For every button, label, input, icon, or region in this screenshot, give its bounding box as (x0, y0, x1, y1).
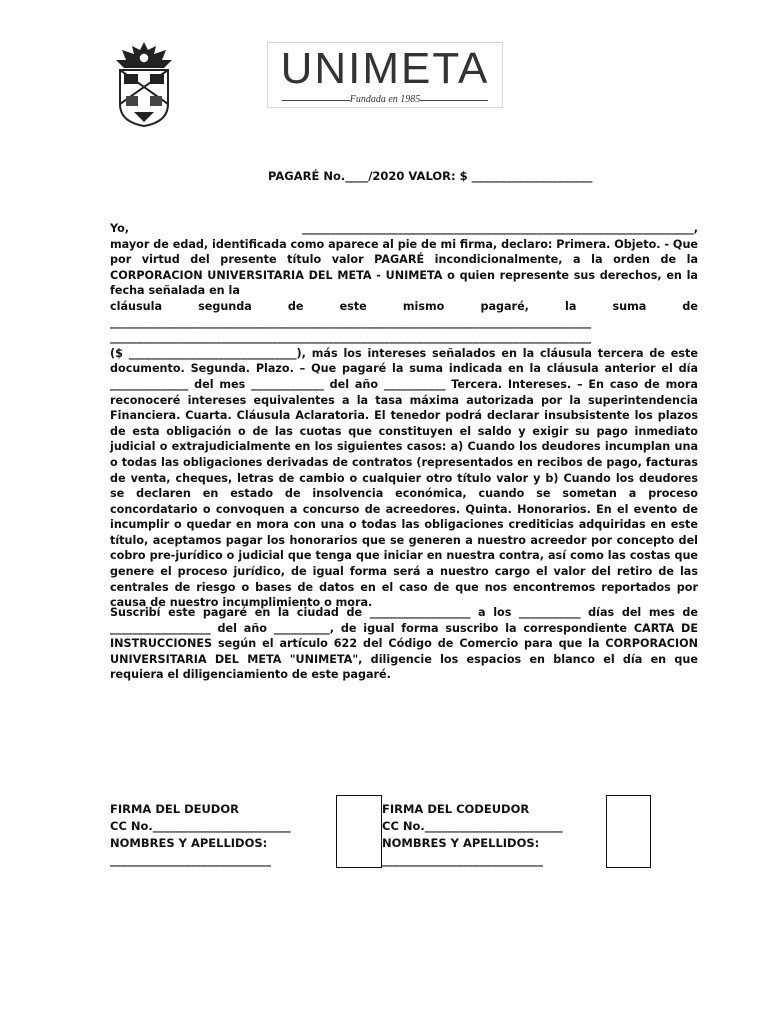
codebtor-names-label: NOMBRES Y APELLIDOS: (382, 836, 540, 850)
debtor-fingerprint-box (336, 795, 382, 868)
codebtor-fingerprint-box (606, 795, 651, 868)
amount-words-line-2: ______________________________________________________________________________________ (110, 331, 592, 345)
paragraph1-intro: mayor de edad, identificada como aparece al pie de mi firma, declaro: Primera. Objeto. - Que por virtud del presente título valor PAGARÉ incondicionalmente, a la orden de la CORPORACION UNIVERSITARIA DEL META - UNIMETA o quien represente sus derechos, en la fecha señalada en la (110, 237, 698, 298)
paragraph1-clauses: ($ ______________________________), más los intereses señalados en la cláusula tercera de este documento. Segunda. Plazo. – Que pagaré la suma indicada en la cláusula anterior el día ______________ del mes _____________ del año ___________ Tercera. Intereses. – En caso de mora reconoceré intereses equivalentes a la tasa máxima autorizada por la superintendencia Financiera. Cuarta. Cláusula Aclaratoria. El tenedor podrá declarar insubsistente los plazos de esta obligación o de las cuotas que constituyen el saldo y exigir su pago inmediato judicial o extrajudicialmente en los siguientes casos: a) Cuando los deudores incumplan una o todas las obligaciones derivadas de contratos (representados en recibos de pago, facturas de venta, cheques, letras de cambio o cualquier otro título valor y b) Cuando los deudores se declaren en estado de insolvencia económica, cuando se sometan a proceso concordatario o convoquen a concurso de acreedores. Quinta. Honorarios. En el evento de incumplir o quedar en mora con una o todas las obligaciones crediticias adquiridas en este título, aceptamos pagar los honorarios que se generen a nuestro acreedor por concepto del cobro pre-jurídico o judicial que tenga que iniciar en nuestra contra, así como las costas que genere el proceso jurídico, de igual forma será a nuestro cargo el valor del retiro de las centrales de riesgo o bases de datos en el caso de que nos encontremos reportados por causa de nuestro incumplimiento o mora. (110, 346, 698, 610)
paragraph1-line-yo: Yo, ______________________________________________________________________, (110, 222, 698, 235)
debtor-names-label: NOMBRES Y APELLIDOS: (110, 836, 268, 850)
paragraph1-clause-line: cláusula segunda de este mismo pagaré, la suma de (110, 299, 698, 313)
unimeta-logo (267, 42, 503, 108)
debtor-signature-title: FIRMA DEL DEUDOR (110, 802, 239, 816)
amount-words-line-1: ______________________________________________________________________________________ (110, 315, 592, 329)
codebtor-signature-block (382, 801, 563, 869)
logo-wordmark: UNIMETA (280, 44, 490, 93)
body-paragraph-2: Suscribí este pagaré en la ciudad de __________________ a los ___________ días del mes de __________________ del año __________, de igual forma suscribo la correspondiente CARTA DE INSTRUCCIONES según el artículo 622 del Código de Comercio para que la CORPORACION UNIVERSITARIA DEL META "UNIMETA", diligencie los espacios en blanco el día en que requiera el diligenciamiento de este pagaré. (110, 606, 698, 682)
debtor-signature-block (110, 801, 291, 869)
logo-tagline: Fundada en 1985 (349, 94, 421, 105)
debtor-cc-field: CC No.________________________ (110, 819, 291, 833)
codebtor-signature-title: FIRMA DEL CODEUDOR (382, 802, 530, 816)
document-title: PAGARÉ No.____/2020 VALOR: $ _____________________ (268, 169, 593, 183)
eagle-crest-icon (112, 38, 176, 128)
codebtor-names-line: ____________________________ (382, 853, 543, 867)
debtor-names-line: ____________________________ (110, 853, 271, 867)
body-paragraph-1 (110, 221, 698, 611)
codebtor-cc-field: CC No.________________________ (382, 819, 563, 833)
logo-divider-right (420, 100, 488, 101)
